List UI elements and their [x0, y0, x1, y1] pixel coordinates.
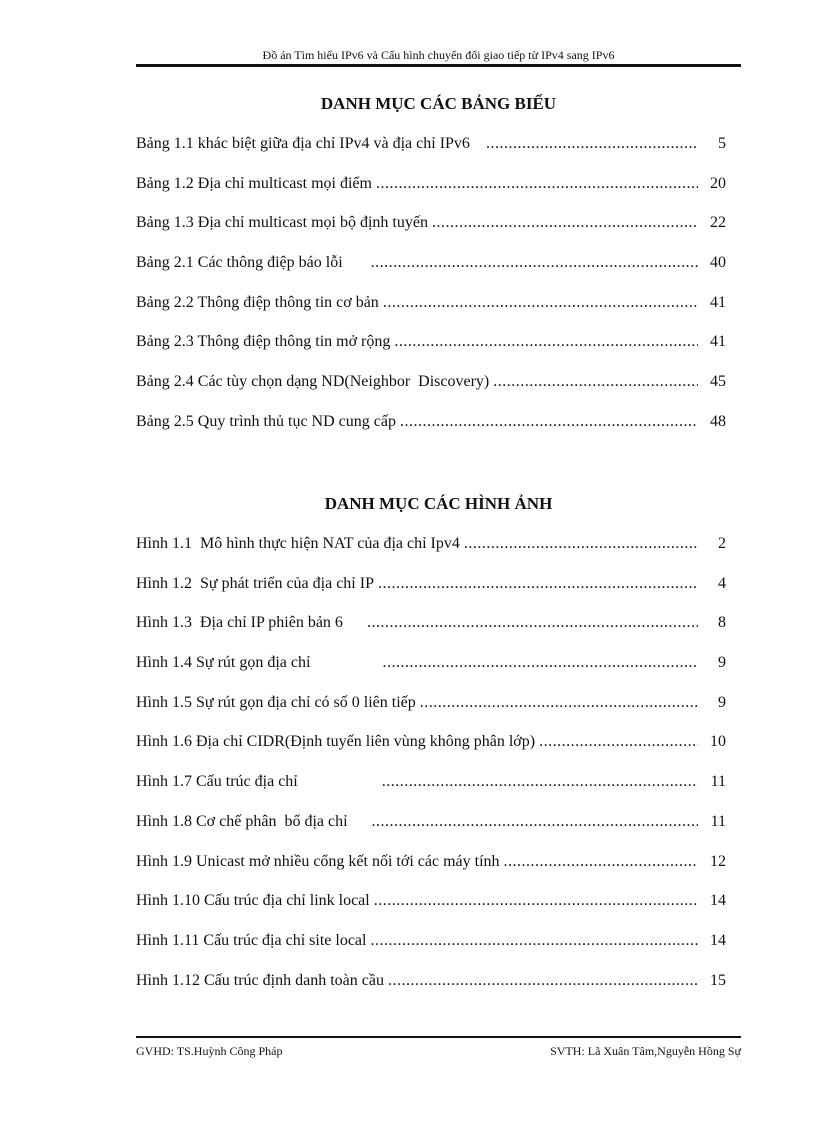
toc-entry-label: Bảng 2.2 Thông điệp thông tin cơ bản: [136, 293, 379, 311]
dot-leader: [486, 134, 698, 154]
running-header: Đồ án Tìm hiểu IPv6 và Cấu hình chuyển đổi giao tiếp từ IPv4 sang IPv6: [262, 48, 615, 62]
header-divider: [136, 64, 741, 67]
dot-leader: [394, 332, 698, 352]
toc-entry-figure-1-10[interactable]: [136, 891, 726, 931]
toc-entry-page: 11: [710, 773, 726, 791]
dot-leader: [432, 213, 698, 233]
toc-entry-figure-1-3[interactable]: [136, 613, 726, 653]
toc-entry-label: Bảng 2.5 Quy trình thủ tục ND cung cấp: [136, 412, 396, 430]
toc-entry-label: Bảng 2.1 Các thông điệp báo lỗi: [136, 254, 367, 272]
toc-entry-table-2-4[interactable]: [136, 372, 726, 412]
toc-entry-table-1-3[interactable]: [136, 213, 726, 253]
toc-entry-figure-1-12[interactable]: [136, 971, 726, 1011]
toc-entry-figure-1-5[interactable]: [136, 693, 726, 733]
toc-entry-label: Hình 1.8 Cơ chế phân bổ địa chỉ: [136, 812, 368, 830]
toc-entry-page: 9: [718, 654, 726, 672]
toc-entry-label: Bảng 1.1 khác biệt giữa địa chỉ IPv4 và địa chỉ IPv6: [136, 135, 482, 152]
toc-entry-table-2-2[interactable]: [136, 293, 726, 333]
dot-leader: [382, 772, 698, 792]
toc-entry-table-1-2[interactable]: [136, 174, 726, 214]
toc-entry-label: Bảng 2.4 Các tùy chọn dạng ND(Neighbor Discovery): [136, 373, 490, 391]
tables-list: [136, 134, 726, 452]
toc-entry-page: 41: [710, 293, 726, 311]
toc-entry-figure-1-8[interactable]: [136, 812, 726, 852]
dot-leader: [400, 412, 698, 432]
toc-entry-page: 14: [710, 931, 726, 949]
toc-entry-page: 10: [710, 733, 726, 751]
toc-entry-figure-1-4[interactable]: [136, 653, 726, 693]
toc-entry-page: 40: [710, 254, 726, 272]
toc-entry-page: 4: [718, 574, 726, 592]
dot-leader: [504, 852, 698, 872]
toc-entry-label: Hình 1.12 Cấu trúc định danh toàn cầu: [136, 971, 384, 989]
footer-advisor: GVHD: TS.Huỳnh Công Pháp: [136, 1044, 283, 1058]
toc-entry-figure-1-7[interactable]: [136, 772, 726, 812]
toc-entry-page: 20: [710, 174, 726, 192]
toc-entry-figure-1-9[interactable]: [136, 852, 726, 892]
toc-entry-page: 41: [710, 333, 726, 351]
dot-leader: [371, 253, 698, 273]
toc-entry-label: Hình 1.2 Sự phát triển của địa chỉ IP: [136, 574, 374, 592]
dot-leader: [383, 293, 698, 313]
toc-entry-label: Hình 1.10 Cấu trúc địa chỉ link local: [136, 892, 370, 910]
tables-section-title: DANH MỤC CÁC BẢNG BIỂU: [320, 94, 557, 113]
toc-entry-table-2-5[interactable]: [136, 412, 726, 452]
toc-entry-label: Hình 1.5 Sự rút gọn địa chỉ có số 0 liên tiếp: [136, 693, 416, 711]
toc-entry-figure-1-11[interactable]: [136, 931, 726, 971]
toc-entry-table-1-1[interactable]: [136, 134, 726, 174]
toc-entry-label: Hình 1.3 Địa chỉ IP phiên bản 6: [136, 614, 363, 632]
toc-entry-page: 45: [710, 373, 726, 391]
toc-entry-page: 14: [710, 892, 726, 910]
toc-entry-page: 22: [710, 214, 726, 232]
toc-entry-table-2-1[interactable]: [136, 253, 726, 293]
toc-entry-label: Bảng 1.2 Địa chỉ multicast mọi điểm: [136, 174, 372, 192]
toc-entry-label: Hình 1.7 Cấu trúc địa chỉ: [136, 773, 378, 791]
toc-entry-table-2-3[interactable]: [136, 332, 726, 372]
toc-entry-label: Hình 1.11 Cấu trúc địa chỉ site local: [136, 931, 367, 949]
dot-leader: [388, 971, 698, 991]
toc-entry-page: 8: [718, 614, 726, 632]
toc-entry-label: Hình 1.4 Sự rút gọn địa chỉ: [136, 654, 379, 672]
toc-entry-page: 2: [718, 535, 726, 552]
toc-entry-page: 12: [710, 852, 726, 870]
toc-entry-page: 48: [710, 412, 726, 430]
toc-entry-figure-1-1[interactable]: [136, 534, 726, 574]
toc-entry-page: 5: [718, 135, 726, 152]
dot-leader: [493, 372, 698, 392]
footer-divider: [136, 1036, 741, 1038]
footer-students: SVTH: Lã Xuân Tâm,Nguyễn Hồng Sự: [550, 1044, 741, 1058]
toc-entry-page: 9: [718, 693, 726, 711]
dot-leader: [378, 574, 698, 594]
dot-leader: [374, 891, 698, 911]
toc-entry-figure-1-6[interactable]: [136, 732, 726, 772]
toc-entry-label: Hình 1.6 Địa chỉ CIDR(Định tuyến liên vùng không phân lớp): [136, 733, 536, 751]
dot-leader: [464, 534, 698, 554]
dot-leader: [382, 653, 698, 673]
dot-leader: [539, 732, 698, 752]
toc-entry-label: Hình 1.9 Unicast mở nhiều cổng kết nối tới các máy tính: [136, 852, 500, 870]
toc-entry-label: Bảng 1.3 Địa chỉ multicast mọi bộ định tuyến: [136, 214, 428, 232]
dot-leader: [420, 693, 698, 713]
toc-entry-label: Bảng 2.3 Thông điệp thông tin mở rộng: [136, 333, 391, 351]
toc-entry-page: 11: [710, 812, 726, 830]
toc-entry-figure-1-2[interactable]: [136, 574, 726, 614]
toc-entry-label: Hình 1.1 Mô hình thực hiện NAT của địa chỉ Ipv4: [136, 535, 460, 552]
dot-leader: [372, 812, 698, 832]
dot-leader: [370, 931, 698, 951]
figures-list: [136, 534, 726, 1010]
toc-entry-page: 15: [710, 971, 726, 989]
dot-leader: [376, 174, 698, 194]
figures-section-title: DANH MỤC CÁC HÌNH ẢNH: [324, 494, 553, 513]
dot-leader: [367, 613, 698, 633]
